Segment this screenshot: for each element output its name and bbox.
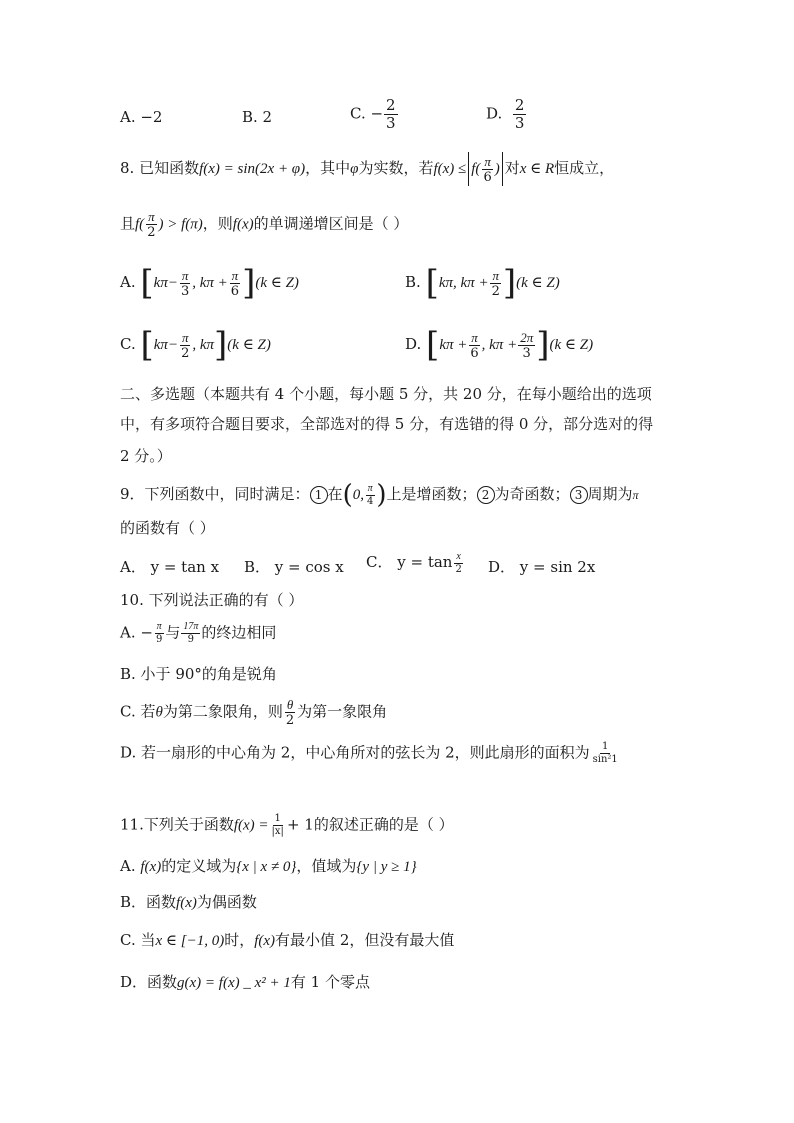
- q9-option-c: C． y = tan $\frac{x}{2}$: [366, 550, 462, 575]
- q11-option-b: B．函数f(x)为偶函数: [120, 893, 257, 911]
- circled-number-2: 2: [477, 486, 495, 504]
- q11-stem: 11.下列关于函数f(x) = $\frac{1}{|x|}$ + 1的叙述正确的是（ ）: [120, 813, 454, 837]
- q9-option-d: D． y = sin 2x: [488, 558, 596, 576]
- q7-option-d: [486, 98, 527, 131]
- q7-option-d-label: D.: [486, 104, 503, 123]
- q9-option-b: B． y = cos x: [244, 558, 344, 576]
- q10-option-d: D. 若一扇形的中心角为 2，中心角所对的弦长为 2，则此扇形的面积为 $\frac{1}{\text{sin²1}}$: [120, 741, 618, 765]
- q11-option-a: A. f(x)的定义域为{x | x ≠ 0}，值域为{y | y ≥ 1}: [120, 857, 417, 875]
- q8-stem-line1: 8. 已知函数f(x) = sin(2x + φ)，其中φ为实数，若f(x) ≤ f( $\frac{\pi}{6}$ ) 对x ∈ R恒成立，: [120, 153, 615, 185]
- q11-option-c: C. 当x ∈ [−1, 0)时，f(x)有最小值 2，但没有最大值: [120, 931, 455, 949]
- q11-option-d: D．函数g(x) = f(x) _ x² + 1有 1 个零点: [120, 973, 370, 991]
- q7-option-d-fraction: $\frac{2}{3}$: [514, 96, 525, 132]
- q7-option-c-fraction: $\frac{2}{3}$: [386, 96, 396, 132]
- q10-option-a: A. − $\frac{\pi}{9}$ 与 $\frac{17\pi}{9}$ 的终边相同: [120, 621, 277, 645]
- q7-option-b: B. 2: [242, 108, 273, 126]
- section2-line1: 二、多选题（本题共有 4 个小题，每小题 5 分，共 20 分，在每小题给出的选项: [120, 385, 652, 403]
- circled-number-1: 1: [310, 486, 328, 504]
- q10-stem: 10. 下列说法正确的有（ ）: [120, 591, 304, 609]
- section2-line2: 中，有多项符合题目要求，全部选对的得 5 分，有选错的得 0 分，部分选对的得: [120, 415, 654, 433]
- q8-stem-line2: 且f( $\frac{\pi}{2}$ ) > f(π)，则f(x)的单调递增区间是（ ）: [120, 209, 409, 240]
- q8-option-a: A. [kπ− $\frac{\pi}{3}$ , kπ + $\frac{\pi}{6}$ ](k ∈ Z): [120, 263, 299, 303]
- circled-number-3: 3: [570, 486, 588, 504]
- q7-option-c: [350, 98, 399, 131]
- section2-line3: 2 分。）: [120, 447, 172, 465]
- q10-option-b: B. 小于 90°的角是锐角: [120, 665, 277, 683]
- q8-option-c: C. [kπ− $\frac{\pi}{2}$ , kπ](k ∈ Z): [120, 325, 271, 365]
- q9-stem-line1: 9．下列函数中，同时满足： 1 在(0, $\frac{\pi}{4}$ )上是增函数； 2 为奇函数； 3 周期为π: [120, 480, 639, 510]
- q10-option-c: C. 若θ为第二象限角，则 $\frac{\theta}{2}$ 为第一象限角: [120, 697, 388, 728]
- q7-option-a: A. −2: [120, 108, 163, 126]
- q7-option-c-label: C. −: [350, 104, 384, 123]
- q8-option-b: B. [kπ, kπ + $\frac{\pi}{2}$ ](k ∈ Z): [405, 263, 560, 303]
- q9-stem-line2: 的函数有（ ）: [120, 519, 215, 537]
- q9-option-a: A． y = tan x: [120, 558, 220, 576]
- q8-option-d: D. [kπ + $\frac{\pi}{6}$ , kπ + $\frac{2\pi}{3}$ ](k ∈ Z): [405, 325, 594, 365]
